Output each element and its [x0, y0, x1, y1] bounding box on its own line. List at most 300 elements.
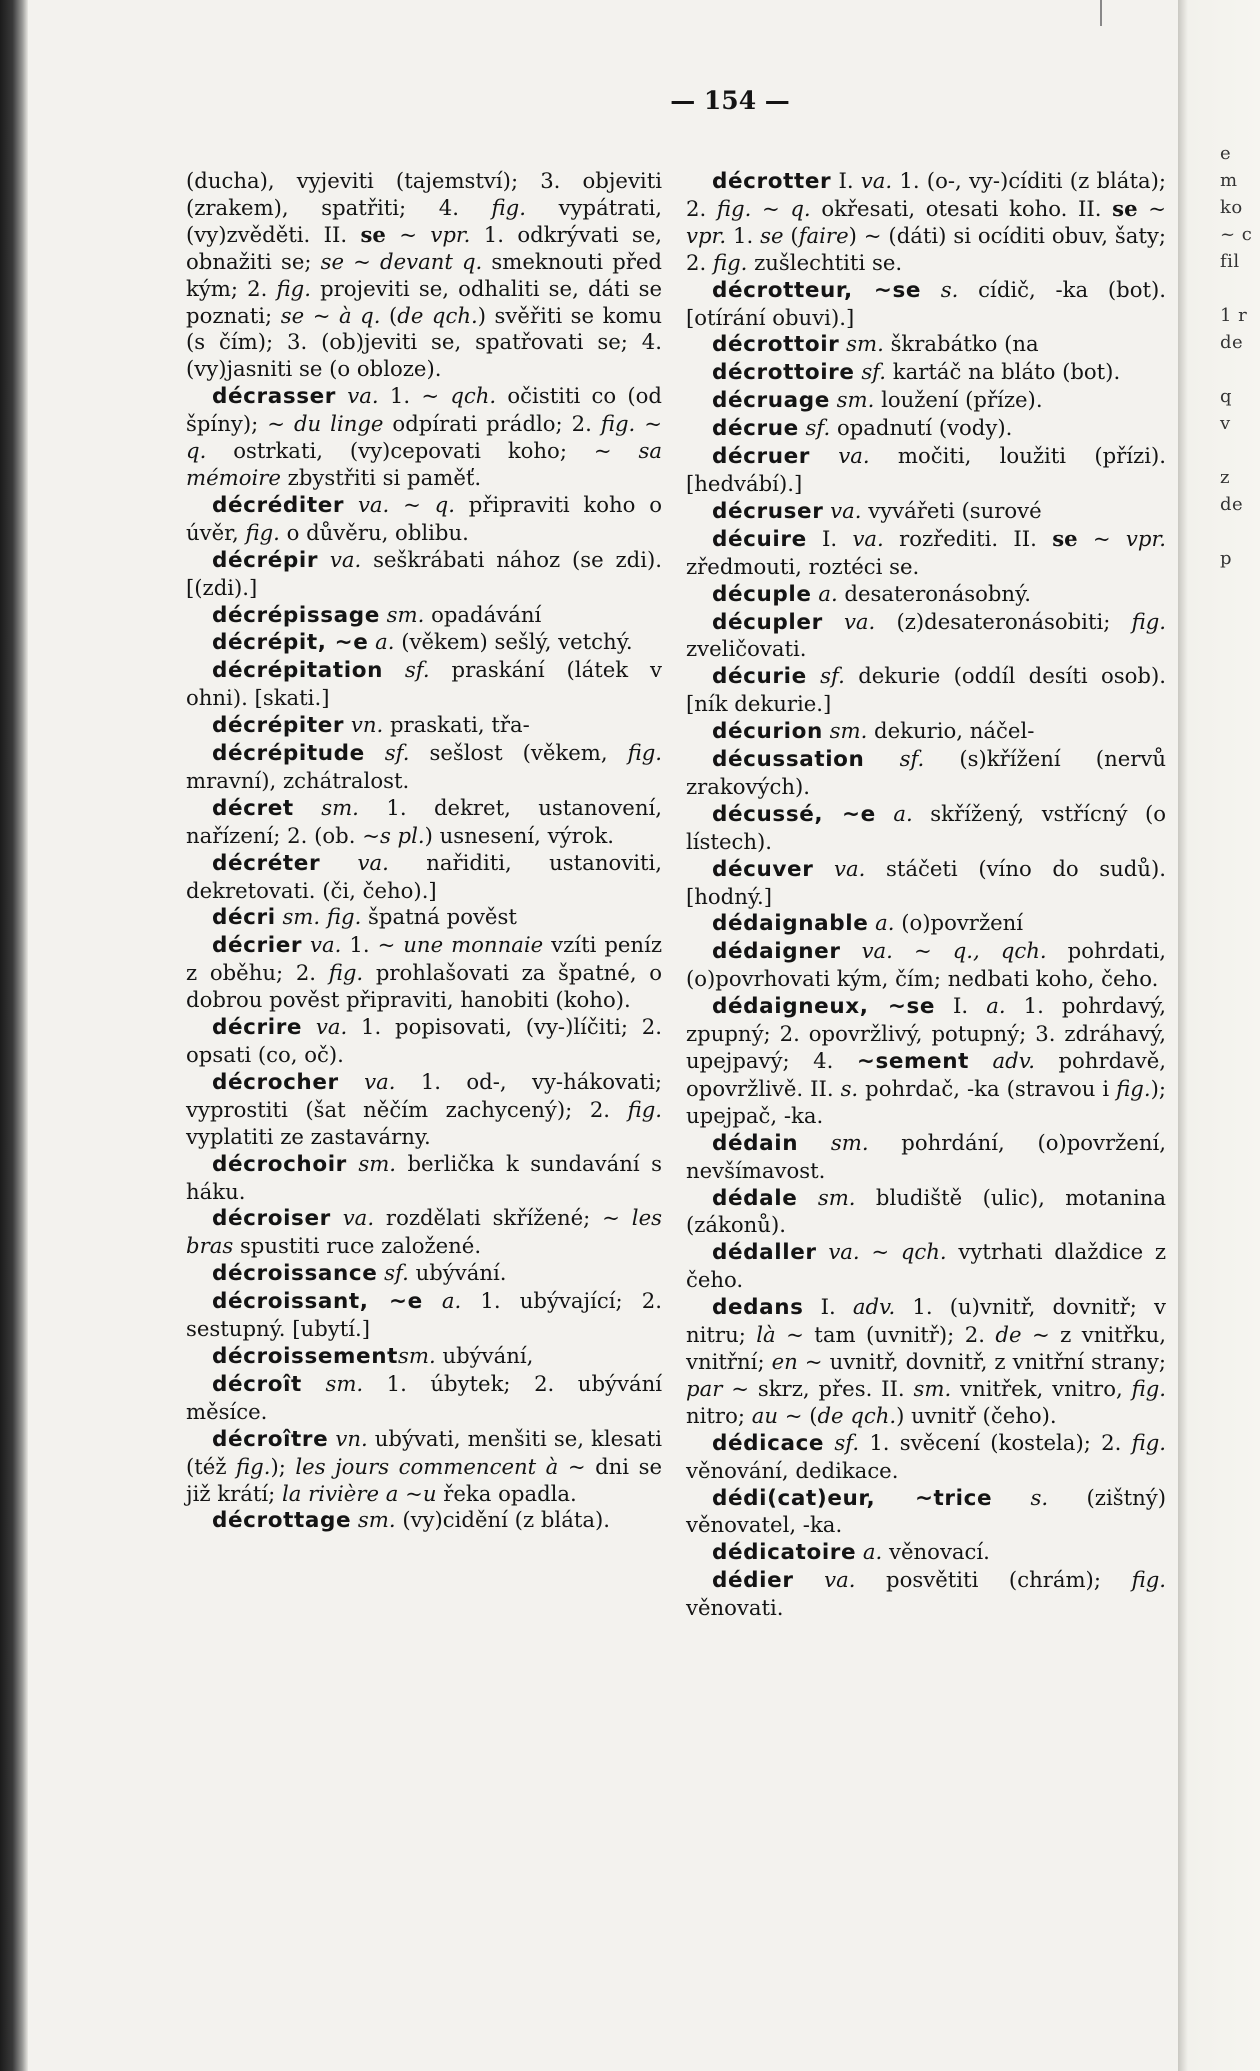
headword: dédi(cat)eur, ~trice	[712, 1485, 993, 1511]
grammar-label: va.	[318, 546, 362, 572]
dictionary-entry	[186, 1507, 662, 1535]
headword: décrépit, ~e	[212, 630, 369, 656]
facing-page-fragment	[1220, 356, 1252, 383]
headword: dédaigner	[712, 939, 841, 965]
facing-page-fragment: ko	[1220, 197, 1243, 218]
headword: dédale	[712, 1185, 798, 1211]
definition-text: sešlost (věkem,	[409, 740, 628, 766]
headword: décroît	[212, 1371, 302, 1397]
grammar-label: fig.	[245, 519, 280, 545]
definition-text: vypátrati, (vy)zvěděti. II.	[186, 194, 663, 247]
definition-text: I.	[831, 168, 861, 193]
grammar-label: de qch.	[817, 1402, 897, 1428]
grammar-label: sf.	[798, 415, 831, 441]
facing-page-fragment: fil	[1220, 251, 1240, 272]
definition-text: opadávání	[424, 601, 542, 627]
facing-page-fragment: q	[1220, 386, 1233, 407]
grammar-label: ~ du linge	[267, 411, 384, 437]
definition-text: zředmouti, roztéci se.	[686, 553, 920, 579]
definition-text: z vnitřku, vnitřní;	[686, 1322, 1166, 1374]
grammar-label: sf.	[806, 663, 845, 689]
grammar-label: va.	[320, 849, 389, 875]
headword: décurion	[712, 719, 823, 745]
definition-text: dekurie (oddíl desíti osob). [ník dekurie.]	[686, 663, 1166, 717]
page-edge-mark	[1060, 0, 1102, 26]
grammar-label: faire	[798, 222, 849, 248]
definition-text: 1. dekret, ustanovení, nařízení; 2. (ob.	[186, 794, 663, 848]
definition-text: stáčeti (víno do sudů). [hodný.]	[686, 855, 1166, 909]
definition-text: o důvěru, oblibu.	[279, 519, 469, 545]
grammar-label: s.	[840, 1075, 859, 1101]
headword: décri	[212, 905, 276, 931]
definition-text: skřížený, vstřícný (o lístech).	[686, 800, 1166, 854]
definition-text: cídič, -ka (bot). [otírání obuvi).]	[686, 276, 1166, 330]
grammar-label: les jours commencent à ~	[295, 1453, 586, 1479]
grammar-label: par ~	[686, 1375, 749, 1401]
definition-text: připraviti koho o úvěr,	[186, 491, 662, 545]
grammar-label: là ~	[756, 1322, 804, 1348]
definition-text: ostrkati, (vy)cepovati koho;	[206, 438, 594, 464]
grammar-label: ~ qch.	[421, 383, 497, 409]
headword: décrier	[212, 933, 303, 959]
definition-text: praskání (látek v ohni). [skati.]	[186, 657, 662, 711]
headword: ~sement	[856, 1049, 970, 1074]
grammar-label: sf.	[854, 359, 887, 385]
definition-text: ); upejpač, -ka.	[686, 1075, 1166, 1128]
definition-text: vnitřek, vnitro,	[951, 1375, 1132, 1401]
grammar-label: sm.	[829, 387, 875, 413]
definition-text: 1. svěcení (kostela); 2.	[859, 1429, 1132, 1455]
headword: décrépir	[212, 547, 319, 573]
facing-page-fragment	[1220, 437, 1252, 464]
definition-text: opadnutí (vody).	[830, 415, 1013, 441]
dictionary-entry	[186, 602, 662, 630]
headword: décurie	[712, 664, 807, 690]
definition-text: vyvářeti (surové	[861, 497, 1042, 523]
grammar-label: sm.	[293, 794, 359, 820]
bold-term: se	[1112, 195, 1138, 221]
grammar-label: sm.	[797, 1184, 856, 1210]
definition-text: ubývati, menšiti se, klesati (též	[186, 1425, 662, 1479]
headword: décroiser	[212, 1206, 331, 1232]
headword: dedans	[712, 1295, 804, 1321]
dictionary-entry	[186, 1151, 662, 1206]
grammar-label: sm.	[398, 1342, 436, 1368]
grammar-label: sm. fig.	[275, 904, 362, 930]
grammar-label: va.	[336, 383, 379, 409]
definition-text: očistiti co (od špíny);	[186, 383, 662, 437]
headword: décret	[212, 795, 294, 821]
bold-term: se	[1052, 525, 1078, 551]
definition-text: vyplatiti ze zastavárny.	[186, 1123, 431, 1149]
dictionary-entry	[686, 938, 1166, 993]
grammar-label: fig. ~ q.	[716, 195, 811, 221]
definition-text: bludiště (ulic), motanina (zákonů).	[686, 1184, 1167, 1238]
headword: décupler	[712, 609, 823, 635]
definition-text: ubývání.	[408, 1260, 507, 1286]
headword: décussé, ~e	[712, 801, 876, 827]
headword: dédicatoire	[712, 1540, 857, 1566]
grammar-label: va. ~ qch.	[816, 1239, 947, 1265]
dictionary-entry	[686, 443, 1166, 498]
grammar-label: fig.	[1131, 1375, 1166, 1401]
grammar-label: a.	[875, 800, 913, 826]
grammar-label: a.	[368, 629, 395, 655]
definition-text: smeknouti před kým; 2.	[186, 248, 662, 301]
dictionary-entry	[686, 1185, 1166, 1240]
definition-text: (vy)cidění (z bláta).	[395, 1507, 610, 1533]
grammar-label: se ~ à q.	[280, 302, 381, 328]
definition-text: škrabátko (na	[883, 331, 1039, 357]
dictionary-entry	[686, 359, 1166, 387]
grammar-label: sf.	[377, 1260, 409, 1286]
dictionary-entry	[686, 581, 1166, 609]
definition-text: rozdělati skřížené;	[374, 1205, 603, 1231]
definition-text: uvnitř, dovnitř, z vnitřní strany;	[822, 1348, 1166, 1374]
definition-text: pohrdavě, opovržlivě. II.	[686, 1048, 1167, 1101]
grammar-label: va.	[338, 1068, 396, 1094]
dictionary-entry	[686, 1567, 1166, 1622]
definition-text: věnovací.	[882, 1539, 990, 1565]
definition-text: dni se již krátí;	[186, 1453, 663, 1506]
definition-text: (	[380, 302, 398, 328]
grammar-label: va.	[793, 1567, 856, 1593]
dictionary-entry	[686, 1485, 1166, 1540]
headword: dédain	[712, 1130, 799, 1156]
definition-text: (	[783, 222, 799, 248]
grammar-label: va.	[860, 168, 893, 193]
grammar-label: fig.	[1131, 608, 1166, 634]
grammar-label: fig.	[276, 275, 311, 301]
grammar-label: s.	[921, 276, 959, 302]
definition-text: posvětiti (chrám);	[855, 1567, 1132, 1593]
definition-text: 1. úbytek; 2. ubývání měsíce.	[186, 1370, 662, 1424]
definition-text: prohlašovati za špatné, o dobrou pověst připraviti, hanobiti (koho).	[186, 960, 662, 1013]
dictionary-entry	[686, 1239, 1166, 1294]
grammar-label: sf.	[364, 740, 410, 766]
grammar-label: se ~ devant q.	[320, 248, 483, 274]
grammar-label: a.	[986, 993, 1006, 1019]
bold-term: se	[360, 221, 386, 247]
dictionary-entry	[186, 1371, 662, 1426]
dictionary-entry	[186, 932, 662, 1014]
definition-text: kartáč na bláto (bot).	[886, 359, 1121, 385]
dictionary-entry	[686, 609, 1166, 664]
definition-text: pohrdání, (o)povržení, nevšímavost.	[686, 1129, 1167, 1183]
dictionary-entry	[186, 657, 662, 712]
grammar-label: adv.	[969, 1048, 1035, 1073]
definition-text: ) ~ (dáti) si ocíditi obuv, šaty; 2.	[686, 222, 1166, 275]
headword: décroissant, ~e	[212, 1289, 423, 1315]
dictionary-entry	[686, 663, 1166, 718]
definition-text: 1. odkrývati se, obnažiti se;	[186, 221, 662, 274]
headword: décréter	[212, 850, 321, 876]
definition-text: berlička k sundavání s háku.	[186, 1150, 662, 1204]
grammar-label: fig.	[712, 249, 748, 275]
grammar-label: va.	[852, 525, 884, 551]
definition-text: I.	[806, 525, 853, 551]
definition-text: seškrábati nához (se zdi). [(zdi).]	[186, 546, 662, 600]
grammar-label: s.	[992, 1484, 1049, 1510]
headword: décrépissage	[212, 602, 380, 628]
headword: dédaignable	[712, 911, 869, 937]
grammar-label: va.	[813, 855, 866, 881]
definition-text: ) uvnitř (čeho).	[896, 1402, 1057, 1428]
definition-text: ) usnesení, výrok.	[424, 822, 615, 848]
grammar-label: sf.	[382, 657, 430, 683]
dictionary-entry	[686, 1430, 1166, 1485]
dictionary-entry	[186, 492, 662, 547]
dictionary-entry	[186, 1069, 662, 1151]
grammar-label: en ~	[771, 1348, 823, 1374]
definition-text: pohrdati, (o)povrhovati kým, čím; nedbati koho, čeho.	[686, 938, 1166, 992]
headword: décuver	[712, 856, 814, 882]
dictionary-entry	[186, 1260, 662, 1288]
definition-text: praskati, třa-	[383, 712, 530, 738]
grammar-label: sf.	[824, 1429, 860, 1455]
grammar-label: sm.	[839, 331, 884, 357]
headword: décrochoir	[212, 1151, 347, 1177]
headword: dédaigneux, ~se	[712, 994, 936, 1020]
facing-page-fragment: ~ c	[1220, 224, 1253, 245]
definition-text: 1. popisovati, (vy-)líčiti; 2. opsati (co, oč).	[186, 1014, 662, 1067]
facing-page-edge	[1178, 0, 1260, 2071]
headword: décrire	[212, 1015, 303, 1041]
definition-text: loužení (příze).	[874, 387, 1043, 413]
definition-text: rozřediti. II.	[883, 525, 1053, 551]
grammar-label: ~ vpr.	[686, 195, 1166, 248]
grammar-label: va. ~ q., qch.	[840, 938, 1047, 964]
headword: décroissance	[212, 1261, 378, 1287]
headword: décroissement	[212, 1343, 399, 1369]
dictionary-entry	[186, 712, 662, 740]
facing-page-fragment	[1220, 275, 1252, 302]
facing-page-fragment: e	[1220, 143, 1232, 164]
grammar-label: fig.	[627, 740, 662, 766]
grammar-label: fig. ~ q.	[186, 411, 663, 464]
headword: décrépitation	[212, 658, 383, 684]
facing-page-fragment: z	[1220, 467, 1230, 488]
grammar-label: va.	[823, 497, 862, 523]
dictionary-entry	[686, 526, 1166, 581]
grammar-label: fig.	[627, 1096, 662, 1122]
definition-text: věnování, dedikace.	[686, 1457, 899, 1483]
facing-page-fragments	[1220, 140, 1252, 572]
grammar-label: va.	[302, 932, 342, 958]
grammar-label: ~ vpr.	[385, 221, 471, 247]
definition-text: (z)desateronásobiti;	[875, 608, 1132, 634]
facing-page-fragment: p	[1220, 548, 1233, 569]
dictionary-entry	[686, 387, 1166, 415]
dictionary-entry	[186, 168, 662, 383]
definition-text: močiti, loužiti (přízi). [hedvábí).]	[686, 443, 1166, 496]
definition-text: (o)povržení	[894, 910, 1024, 936]
definition-text: (věkem) sešlý, vetchý.	[394, 629, 633, 655]
dictionary-entry	[686, 168, 1166, 277]
facing-page-fragment: m	[1220, 170, 1238, 191]
definition-text: 1.	[378, 383, 422, 409]
grammar-label: sf.	[864, 746, 925, 772]
grammar-label: adv.	[852, 1294, 896, 1320]
definition-text: ) svěřiti se komu (s čím); 3. (ob)jeviti se, spatřovati se; 4. (vy)jasniti se (o obloze).	[186, 302, 662, 382]
grammar-label: va.	[330, 1205, 375, 1231]
definition-text: vytrhati dlaždice z čeho.	[686, 1239, 1166, 1293]
dictionary-entry	[686, 1539, 1166, 1567]
grammar-label: fig.	[1131, 1567, 1166, 1593]
grammar-label: a.	[856, 1539, 883, 1565]
dictionary-entry	[186, 904, 662, 932]
headword: décrotteur, ~se	[712, 277, 922, 303]
dictionary-entry	[686, 856, 1166, 911]
definition-text: 1. (o-, vy-)cíditi (z bláta); 2.	[686, 168, 1166, 221]
dictionary-entry	[186, 1014, 662, 1069]
facing-page-fragment: 1 r	[1220, 305, 1248, 326]
dictionary-entry	[686, 415, 1166, 443]
grammar-label: fig.	[1131, 1429, 1166, 1455]
dictionary-entry	[186, 1343, 662, 1371]
dictionary-entry	[186, 629, 662, 657]
headword: décruage	[712, 388, 830, 414]
headword: décrottage	[212, 1508, 352, 1534]
grammar-label: ~ sa mémoire	[186, 438, 662, 490]
facing-page-fragment: de	[1220, 494, 1244, 515]
right-column	[686, 168, 1166, 1622]
grammar-label: ~ une monnaie	[377, 932, 544, 958]
definition-text: zbystřiti si paměť.	[280, 464, 482, 490]
dictionary-entry	[686, 718, 1166, 746]
dictionary-entry	[686, 1130, 1166, 1185]
grammar-label: a.	[811, 580, 838, 606]
definition-text: 1. pohrdavý, zpupný; 2. opovržlivý, potupný; 3. zdráhavý, upejpavý; 4.	[686, 993, 1166, 1073]
headword: décruser	[712, 498, 824, 524]
facing-page-fragment: de	[1220, 332, 1244, 353]
headword: décussation	[712, 747, 865, 773]
headword: dédicace	[712, 1430, 825, 1456]
definition-text: pohrdač, -ka (stravou i	[858, 1075, 1117, 1101]
dictionary-entry	[686, 277, 1166, 332]
definition-text: věnovati.	[686, 1595, 784, 1621]
dictionary-entry	[686, 746, 1166, 801]
grammar-label: va. ~ q.	[344, 491, 455, 517]
headword: dédier	[712, 1568, 794, 1594]
grammar-label: fig.	[491, 194, 526, 220]
headword: décrépitude	[212, 741, 365, 767]
definition-text: projeviti se, odhaliti se, dáti se poznati;	[186, 275, 662, 328]
grammar-label: la rivière a ~u	[282, 1480, 437, 1506]
definition-text: (zištný) věnovatel, -ka.	[686, 1484, 1166, 1538]
facing-page-fragment: v	[1220, 413, 1231, 434]
grammar-label: sm.	[346, 1150, 397, 1176]
grammar-label: sm.	[822, 718, 868, 744]
definition-text: (	[802, 1402, 818, 1428]
definition-text: vzíti peníz z oběhu; 2.	[186, 932, 663, 986]
dictionary-entry	[186, 1205, 662, 1260]
dictionary-entry	[686, 331, 1166, 359]
definition-text: (s)křížení (nervů zrakových).	[686, 746, 1166, 799]
grammar-label: sm.	[913, 1375, 952, 1401]
definition-text: 1.	[726, 222, 761, 248]
headword: décuire	[712, 526, 807, 552]
definition-text: I.	[803, 1294, 853, 1320]
grammar-label: ~ les bras	[186, 1205, 662, 1259]
grammar-label: vn.	[328, 1425, 368, 1451]
headword: décrépiter	[212, 713, 345, 739]
headword: décrue	[712, 416, 799, 442]
grammar-label: sm.	[379, 601, 425, 627]
facing-page-fragment	[1220, 518, 1252, 545]
definition-text: mravní), zchátralost.	[186, 767, 410, 793]
grammar-label: va.	[302, 1014, 348, 1040]
headword: décrottoire	[712, 360, 855, 386]
definition-text: I.	[935, 993, 987, 1019]
definition-text: zveličovati.	[686, 636, 807, 662]
definition-text: 1. od-, vy-hákovati; vyprostiti (šat něčím zachycený); 2.	[186, 1068, 662, 1122]
headword: décréditer	[212, 492, 345, 518]
grammar-label: sm.	[351, 1507, 396, 1533]
grammar-label: vn.	[344, 712, 384, 738]
definition-text: (ducha), vyjeviti (tajemství); 3. objeviti (zrakem), spatřiti; 4.	[186, 168, 662, 220]
headword: décroître	[212, 1426, 329, 1452]
dictionary-entry	[186, 1426, 662, 1508]
headword: décrasser	[212, 384, 337, 410]
dictionary-entry	[686, 1294, 1166, 1430]
headword: décrotter	[712, 169, 832, 194]
grammar-label: ~ vpr.	[1077, 525, 1167, 551]
definition-text: nitro;	[686, 1402, 752, 1428]
headword: décrottoir	[712, 332, 840, 358]
definition-text: špatná pověst	[361, 904, 517, 930]
book-spine-shadow	[0, 0, 28, 2071]
definition-text: zušlechtiti se.	[747, 249, 903, 275]
grammar-label: au ~	[751, 1402, 803, 1428]
definition-text: spustiti ruce založené.	[233, 1233, 482, 1259]
grammar-label: sm.	[301, 1370, 364, 1396]
dictionary-entry	[186, 547, 662, 602]
grammar-label: fig.	[328, 960, 364, 986]
dictionary-entry	[186, 795, 662, 850]
headword: décuple	[712, 581, 812, 607]
dictionary-entry	[686, 910, 1166, 938]
headword: dédaller	[712, 1240, 817, 1266]
definition-text: );	[270, 1453, 296, 1479]
dictionary-entry	[686, 498, 1166, 526]
definition-text: řeka opadla.	[436, 1480, 577, 1506]
grammar-label: ~s pl.	[362, 822, 425, 848]
definition-text: dekurio, náčel-	[867, 718, 1035, 744]
grammar-label: se	[760, 222, 784, 248]
dictionary-entry	[686, 801, 1166, 856]
grammar-label: fig.	[1116, 1075, 1151, 1101]
definition-text: tam (uvnitř); 2.	[803, 1322, 996, 1348]
grammar-label: sm.	[798, 1129, 869, 1155]
dictionary-entry	[186, 850, 662, 905]
definition-text: skrz, přes. II.	[748, 1375, 914, 1401]
headword: décrocher	[212, 1069, 339, 1095]
page-number: — 154 —	[670, 86, 790, 115]
grammar-label: a.	[422, 1288, 462, 1314]
grammar-label: de qch.	[397, 302, 478, 328]
definition-text: desateronásobný.	[837, 580, 1031, 606]
definition-text: 1. ubývající; 2. sestupný. [ubytí.]	[186, 1288, 663, 1342]
definition-text: odpírati prádlo; 2.	[383, 411, 601, 437]
dictionary-entry	[686, 993, 1166, 1130]
definition-text: nařiditi, ustanoviti, dekretovati. (či, čeho).]	[186, 849, 662, 903]
grammar-label: a.	[868, 910, 895, 936]
grammar-label: va.	[822, 608, 876, 634]
grammar-label: de ~	[995, 1322, 1050, 1348]
definition-text: 1.	[341, 932, 378, 958]
definition-text: 1. (u)vnitř, dovnitř; v nitru;	[686, 1294, 1167, 1348]
